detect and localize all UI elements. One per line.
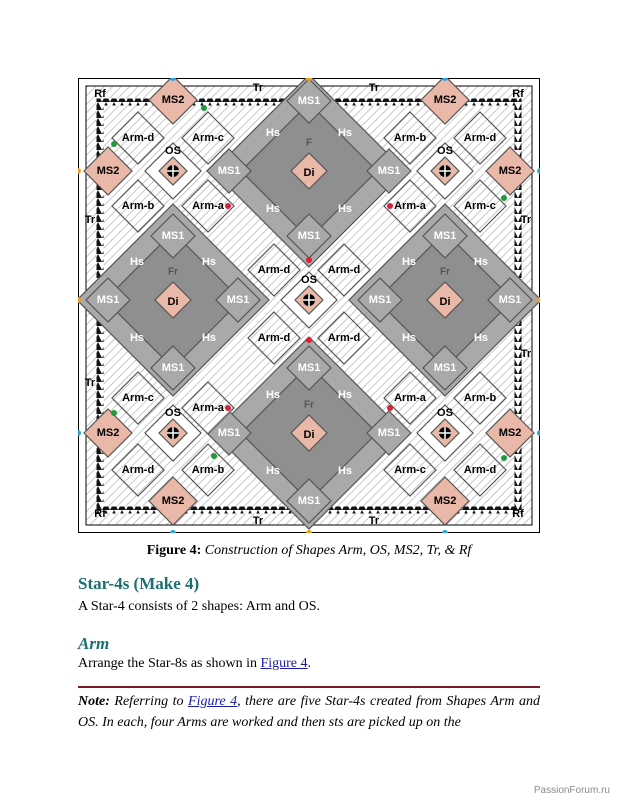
ms2-label-0: MS2 [161, 93, 185, 106]
ms1-label-8: MS1 [368, 293, 392, 306]
arm-label-4: Arm-b [393, 131, 427, 144]
arm-label-3: Arm-a [192, 199, 224, 212]
ms2-label-5: MS2 [498, 426, 522, 439]
seam-dot-13 [111, 141, 117, 147]
hs-label: Hs [337, 388, 353, 401]
os-label-0: OS [165, 144, 181, 157]
hs-label: Hs [337, 126, 353, 139]
arm-label-12: Arm-c [122, 391, 154, 404]
tr-label-7: Tr [368, 514, 380, 527]
arm-label-7: Arm-c [464, 199, 496, 212]
hs-label: Hs [337, 202, 353, 215]
hs-label: Hs [129, 331, 145, 344]
arm-label-0: Arm-d [121, 131, 155, 144]
rf-label-1: Rf [512, 87, 524, 100]
di-label-3: Di [303, 428, 315, 441]
hs-label: Hs [129, 255, 145, 268]
hs-label: Hs [401, 331, 417, 344]
arm-label-13: Arm-a [192, 401, 224, 414]
note-prefix: Referring to [109, 694, 189, 709]
ms1-label-7: MS1 [226, 293, 250, 306]
arm-label-17: Arm-b [463, 391, 497, 404]
hs-label: Hs [265, 388, 281, 401]
note-suffix: , there are five Star-4s created from Shapes Arm and OS. In each, four Arms are worked and then sts are picked up on the [78, 694, 541, 730]
fr-label-3: Fr [304, 399, 314, 411]
ms1-label-4: MS1 [433, 229, 457, 242]
note-paragraph [78, 691, 540, 733]
hs-label: Hs [265, 202, 281, 215]
seam-dot-14 [501, 195, 507, 201]
diagram-svg [78, 78, 540, 533]
ms1-label-15: MS1 [297, 494, 321, 507]
ms1-label-12: MS1 [297, 361, 321, 374]
watermark: PassionForum.ru [533, 785, 610, 796]
seam-dot-17 [501, 455, 507, 461]
di-label-0: Di [303, 166, 315, 179]
tr-label-1: Tr [368, 81, 380, 94]
seam-dot-19 [387, 203, 393, 209]
ms1-label-14: MS1 [377, 426, 401, 439]
caption-label: Figure 4: [146, 543, 202, 558]
seam-dot-22 [225, 405, 231, 411]
figure-caption [0, 543, 618, 559]
ms1-label-3: MS1 [161, 229, 185, 242]
ms2-label-7: MS2 [433, 494, 457, 507]
arm-label-9: Arm-d [327, 263, 361, 276]
subsection-body-prefix: Arrange the Star-8s as shown in [78, 656, 261, 671]
fr-label-1: Fr [168, 266, 178, 278]
di-label-2: Di [439, 295, 451, 308]
seam-dot-16 [111, 410, 117, 416]
ms2-label-3: MS2 [498, 164, 522, 177]
di-label-1: Di [167, 295, 179, 308]
os-label-3: OS [165, 406, 181, 419]
hs-label: Hs [265, 126, 281, 139]
fr-label-2: Fr [440, 266, 450, 278]
note-figure-4-link[interactable]: Figure 4 [188, 694, 238, 709]
arm-label-16: Arm-a [394, 391, 426, 404]
tr-label-3: Tr [520, 213, 532, 226]
figure-4-link[interactable]: Figure 4 [260, 656, 308, 671]
ms1-label-11: MS1 [433, 361, 457, 374]
rf-label-2: Rf [94, 507, 106, 520]
arm-label-19: Arm-d [463, 463, 497, 476]
ms1-label-10: MS1 [161, 361, 185, 374]
arm-label-15: Arm-b [191, 463, 225, 476]
arm-label-1: Arm-c [192, 131, 224, 144]
rf-label-3: Rf [512, 507, 524, 520]
seam-dot-21 [306, 337, 312, 343]
ms2-label-1: MS2 [433, 93, 457, 106]
ms1-label-0: MS1 [297, 94, 321, 107]
tr-label-6: Tr [252, 514, 264, 527]
arm-label-6: Arm-a [394, 199, 426, 212]
ms1-label-6: MS1 [96, 293, 120, 306]
seam-dot-23 [387, 405, 393, 411]
tr-label-0: Tr [252, 81, 264, 94]
tr-label-5: Tr [520, 347, 532, 360]
hs-label: Hs [401, 255, 417, 268]
tr-label-4: Tr [84, 376, 96, 389]
ms2-label-4: MS2 [96, 426, 120, 439]
construction-diagram [78, 78, 540, 533]
hs-label: Hs [201, 255, 217, 268]
subsection-body [78, 656, 311, 672]
ms2-label-2: MS2 [96, 164, 120, 177]
note-divider [78, 686, 540, 688]
ms1-label-2: MS1 [377, 164, 401, 177]
caption-text: Construction of Shapes Arm, OS, MS2, Tr, & Rf [204, 543, 472, 558]
hs-label: Hs [473, 331, 489, 344]
arm-label-2: Arm-b [121, 199, 155, 212]
section-body: A Star-4 consists of 2 shapes: Arm and OS. [78, 599, 320, 614]
arm-label-11: Arm-d [327, 331, 361, 344]
subsection-heading: Arm [78, 634, 110, 653]
arm-label-10: Arm-d [257, 331, 291, 344]
rf-label-0: Rf [94, 87, 106, 100]
note-label: Note: [78, 694, 110, 709]
seam-dot-18 [225, 203, 231, 209]
hs-label: Hs [265, 464, 281, 477]
ms2-label-6: MS2 [161, 494, 185, 507]
subsection-body-suffix: . [307, 656, 312, 671]
os-label-2: OS [301, 273, 317, 286]
ms1-label-5: MS1 [297, 229, 321, 242]
seam-dot-12 [201, 105, 207, 111]
seam-dot-20 [306, 257, 312, 263]
arm-label-5: Arm-d [463, 131, 497, 144]
ms1-label-9: MS1 [498, 293, 522, 306]
arm-label-14: Arm-d [121, 463, 155, 476]
ms1-label-13: MS1 [217, 426, 241, 439]
arm-label-18: Arm-c [394, 463, 426, 476]
hs-label: Hs [201, 331, 217, 344]
hs-label: Hs [337, 464, 353, 477]
tr-label-2: Tr [84, 213, 96, 226]
arm-label-8: Arm-d [257, 263, 291, 276]
os-label-1: OS [437, 144, 453, 157]
fr-label-0: F [305, 137, 313, 149]
section-heading: Star-4s (Make 4) [78, 574, 200, 593]
os-label-4: OS [437, 406, 453, 419]
hs-label: Hs [473, 255, 489, 268]
seam-dot-15 [211, 453, 217, 459]
ms1-label-1: MS1 [217, 164, 241, 177]
